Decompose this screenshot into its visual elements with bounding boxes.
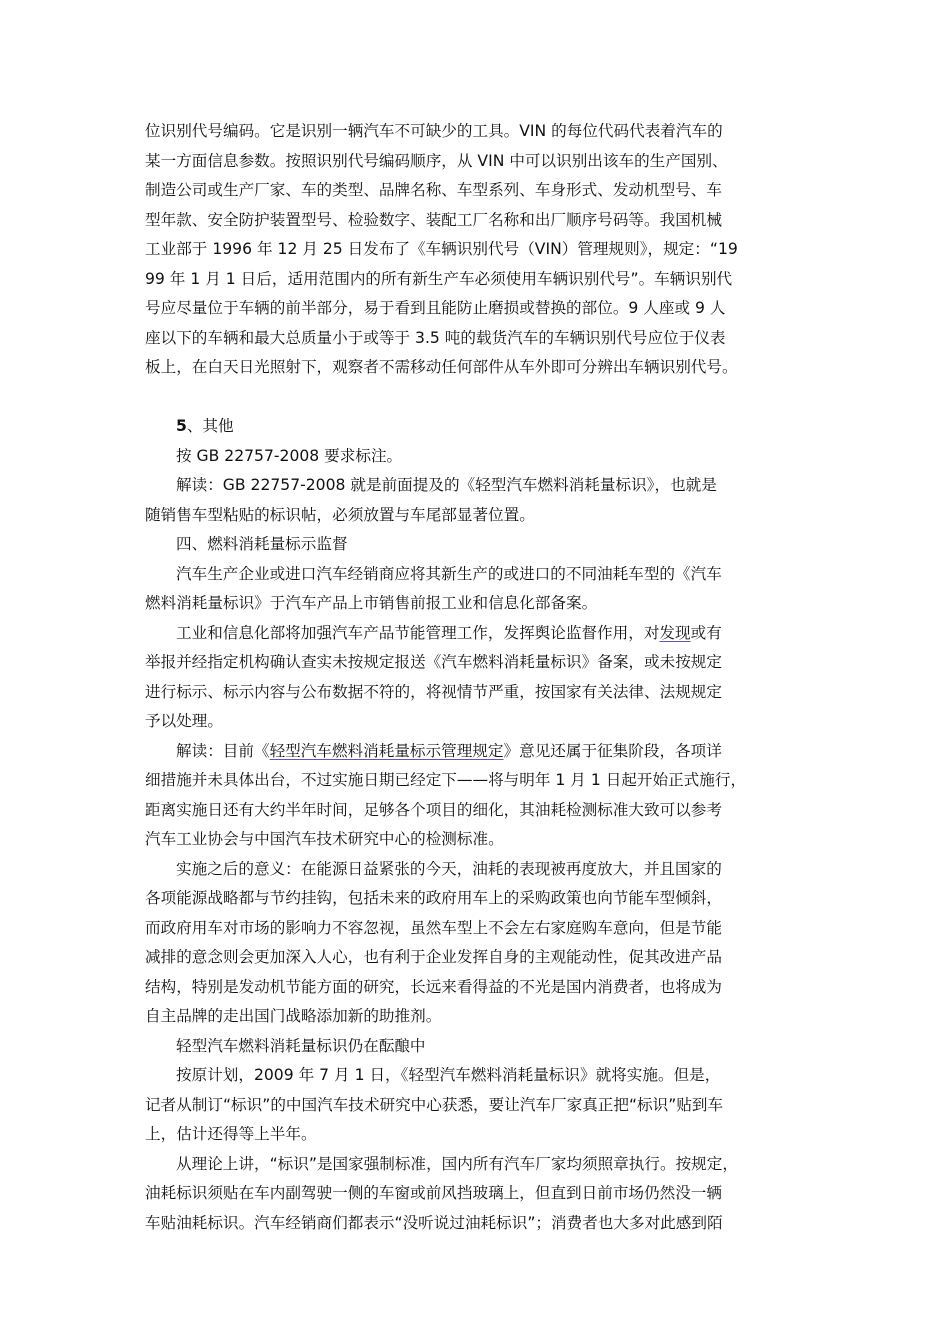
section-5-heading bbox=[145, 412, 805, 442]
section-5-title: 、其他 bbox=[186, 417, 234, 435]
text-line: 汽车工业协会与中国汽车技术研究中心的检测标准。 bbox=[145, 830, 504, 848]
text-line: 结构，特别是发动机节能方面的研究，长远来看得益的不光是国内消费者，也将成为 bbox=[145, 977, 722, 996]
blank-line bbox=[145, 383, 805, 413]
text-line: 自主品牌的走出国门战略添加新的助推剂。 bbox=[145, 1007, 442, 1025]
text-line: 予以处理。 bbox=[145, 712, 223, 730]
document-body bbox=[145, 117, 805, 1238]
text-line: 从理论上讲，“标识”是国家强制标准，国内所有汽车厂家均须照章执行。按规定， bbox=[176, 1154, 738, 1173]
text-line bbox=[145, 619, 805, 649]
text-line: 99 年 1 月 1 日后，适用范围内的所有新生产车必须使用车辆识别代号”。车辆识别代 bbox=[145, 269, 733, 288]
paragraph-vin bbox=[145, 117, 805, 383]
section-4-heading: 四、燃料消耗量标示监督 bbox=[176, 535, 348, 553]
text-line: 制造公司或生产厂家、车的类型、品牌名称、车型系列、车身形式、发动机型号、车 bbox=[145, 181, 722, 199]
text-line: 进行标示、标示内容与公布数据不符的，将视情节严重，按国家有关法律、法规规定 bbox=[145, 682, 722, 701]
section-5-number: 5 bbox=[176, 417, 187, 435]
link-regulation[interactable]: 轻型汽车燃料消耗量标示管理规定 bbox=[269, 741, 504, 760]
text-line: 上，估计还得等上半年。 bbox=[145, 1125, 317, 1143]
text-line: 车贴油耗标识。汽车经销商们都表示“没听说过油耗标识”；消费者也大多对此感到陌 bbox=[145, 1213, 723, 1232]
text-segment: 工业和信息化部将加强汽车产品节能管理工作，发挥舆论监督作用，对 bbox=[176, 623, 660, 642]
paragraph-reading-regulation bbox=[145, 737, 805, 855]
text-line: 工业部于 1996 年 12 月 25 日发布了《车辆识别代号（VIN）管理规则》，规定：“19 bbox=[145, 240, 738, 258]
section-5-requirement: 按 GB 22757-2008 要求标注。 bbox=[176, 446, 403, 465]
paragraph-miit-supervision bbox=[145, 619, 805, 737]
text-line: 随销售车型粘贴的标识帖，必须放置与车尾部显著位置。 bbox=[145, 505, 535, 524]
text-line: 汽车生产企业或进口汽车经销商应将其新生产的或进口的不同油耗车型的《汽车 bbox=[176, 564, 722, 583]
paragraph-enterprise-filing bbox=[145, 560, 805, 619]
text-line: 解读：GB 22757-2008 就是前面提及的《轻型汽车燃料消耗量标识》，也就是 bbox=[176, 476, 717, 494]
text-line: 举报并经指定机构确认查实未按规定报送《汽车燃料消耗量标识》备案，或未按规定 bbox=[145, 653, 722, 671]
text-segment: 解读：目前《 bbox=[176, 741, 270, 760]
text-line: 某一方面信息参数。按照识别代号编码顺序，从 VIN 中可以识别出该车的生产国别、 bbox=[145, 151, 728, 170]
text-line: 燃料消耗量标识》于汽车产品上市销售前报工业和信息化部备案。 bbox=[145, 594, 598, 612]
text-line: 型年款、安全防护装置型号、检验数字、装配工厂名称和出厂顺序号码等。我国机械 bbox=[145, 210, 722, 229]
text-line: 细措施并未具体出台，不过实施日期已经定下——将与明年 1 月 1 日起开始正式施行， bbox=[145, 771, 747, 789]
text-segment: 》意见还属于征集阶段，各项详 bbox=[503, 741, 722, 760]
paragraph-plan bbox=[145, 1061, 805, 1150]
text-line: 按原计划，2009 年 7 月 1 日，《轻型汽车燃料消耗量标识》就将实施。但是， bbox=[176, 1066, 721, 1084]
subheading-label-brewing: 轻型汽车燃料消耗量标识仍在酝酿中 bbox=[176, 1036, 426, 1055]
link-discover[interactable]: 发现 bbox=[659, 623, 691, 642]
text-line: 减排的意念则会更加深入人心，也有利于企业发挥自身的主观能动性，促其改进产品 bbox=[145, 948, 722, 966]
text-line: 距离实施日还有大约半年时间，足够各个项目的细化，其油耗检测标准大致可以参考 bbox=[145, 800, 722, 819]
text-line: 号应尽量位于车辆的前半部分，易于看到且能防止磨损或替换的部位。9 人座或 9 人 bbox=[145, 299, 726, 317]
text-line: 而政府用车对市场的影响力不容忽视，虽然车型上不会左右家庭购车意向，但是节能 bbox=[145, 918, 722, 937]
text-line: 座以下的车辆和最大总质量小于或等于 3.5 吨的载货汽车的车辆识别代号应位于仪表 bbox=[145, 328, 726, 347]
text-line: 实施之后的意义：在能源日益紧张的今天，油耗的表现被再度放大，并且国家的 bbox=[176, 859, 722, 878]
text-line: 板上，在白天日光照射下，观察者不需移动任何部件从车外即可分辨出车辆识别代号。 bbox=[145, 358, 738, 376]
text-line: 位识别代号编码。它是识别一辆汽车不可缺少的工具。VIN 的每位代码代表着汽车的 bbox=[145, 122, 723, 140]
text-line: 记者从制订“标识”的中国汽车技术研究中心获悉，要让汽车厂家真正把“标识”贴到车 bbox=[145, 1095, 724, 1114]
paragraph-theory bbox=[145, 1150, 805, 1239]
section-5 bbox=[145, 412, 805, 530]
text-segment: 或有 bbox=[690, 623, 722, 642]
text-line bbox=[145, 737, 805, 767]
text-line: 各项能源战略都与节约挂钩，包括未来的政府用车上的采购政策也向节能车型倾斜， bbox=[145, 889, 722, 907]
text-line: 油耗标识须贴在车内副驾驶一侧的车窗或前风挡玻璃上，但直到日前市场仍然没一辆 bbox=[145, 1184, 722, 1202]
paragraph-significance bbox=[145, 855, 805, 1032]
